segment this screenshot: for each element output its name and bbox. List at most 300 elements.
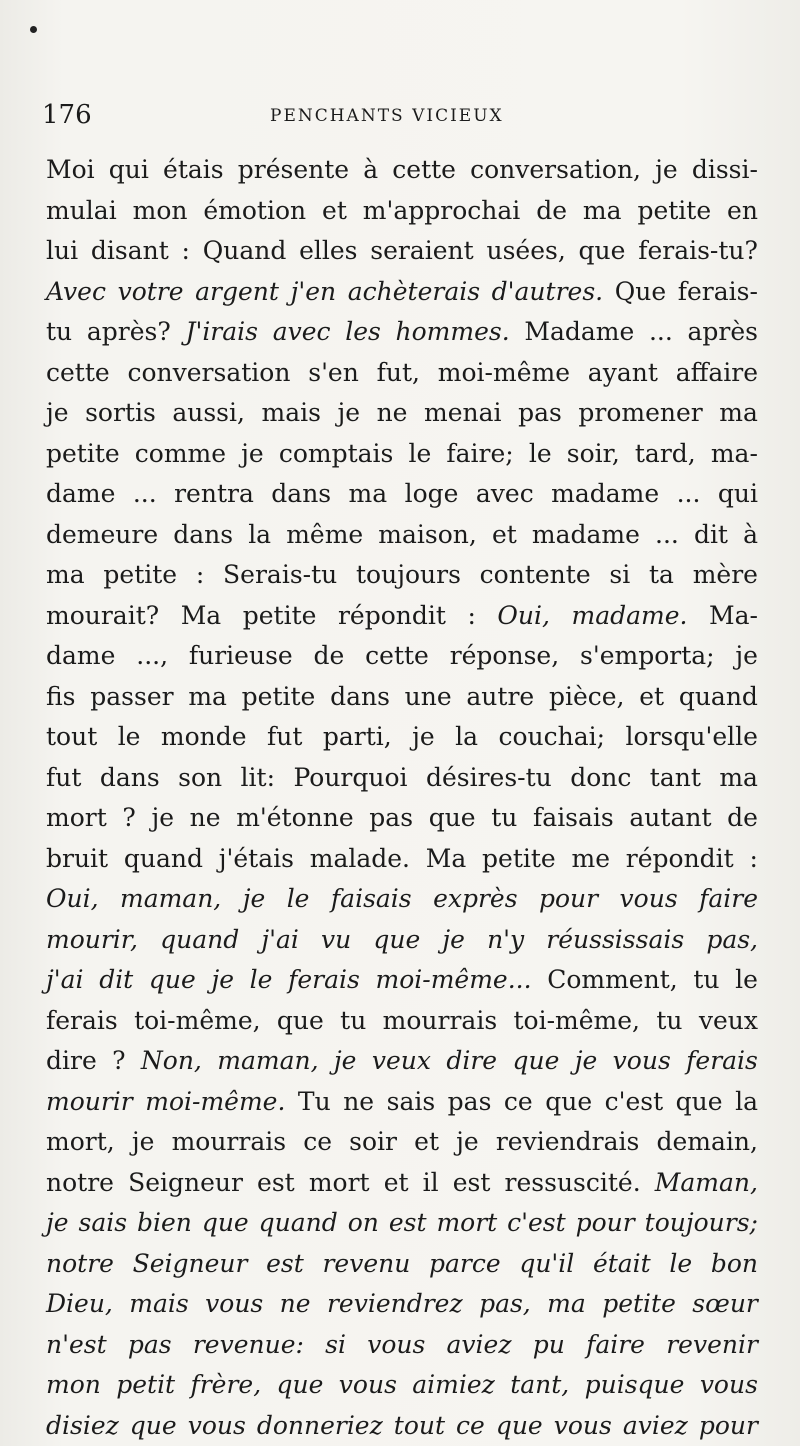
word: petite [241,681,316,711]
word: que [129,1410,177,1440]
word: mort, [46,1127,115,1156]
word: vous [619,884,678,913]
word: comme [134,438,227,468]
word: c'est [507,1208,566,1237]
text-line [46,1001,758,1042]
word: vous [187,1410,246,1440]
word: vu [321,924,352,954]
text-line [46,960,758,1001]
word: revenu [322,1248,411,1278]
word: pour [698,1410,758,1440]
word: conversation, [470,155,642,184]
word: vous [553,1410,612,1440]
word: sœur [692,1289,758,1318]
word: quand [258,1208,338,1237]
word: passer [90,681,174,711]
word: est [257,1167,295,1197]
word: demeure [46,519,159,549]
word: achèterais [347,276,481,306]
word: maman, [119,884,222,913]
word: de [727,803,758,832]
word: je [735,641,758,670]
text-line [46,677,758,718]
word: désires-tu [425,762,552,792]
word: ..., [136,641,169,670]
word: faisais [330,884,412,913]
word: votre [117,276,184,306]
word: le [249,965,273,994]
word: les [345,317,381,346]
word: aussi, [172,398,245,427]
word: une [404,681,452,711]
word: donneriez [256,1410,383,1440]
word: le [117,722,141,751]
text-line [46,555,758,596]
word: ne [279,1289,311,1318]
word: lui [46,236,79,265]
word: dit [693,519,728,549]
word: et [639,681,665,711]
word: Pourquoi [293,762,408,792]
word: vous [699,1370,758,1399]
word: reviendrez [326,1289,463,1318]
word: je [151,803,174,832]
word: qu'il [519,1248,575,1278]
word: dans [173,519,234,549]
word: Dieu, [46,1289,113,1318]
word: mais [129,1289,189,1318]
word: argent [195,276,279,306]
text-line [46,1163,758,1204]
word: moi-même. [145,1086,286,1116]
word: ne [189,803,221,832]
word: mort [436,1208,498,1237]
word: sais [78,1208,128,1237]
word: pas [127,1329,172,1359]
word: que [276,1370,324,1399]
word: pour [575,1208,635,1237]
word: dissi- [691,155,758,184]
word: Oui, [46,884,99,913]
word: c'est [604,1086,664,1116]
text-line [46,1122,758,1163]
word: disant [90,236,169,265]
word: donc [570,762,632,792]
word: maman, [217,1046,319,1075]
word: petite [637,195,712,225]
word: mort [46,803,107,832]
word: ne [376,398,408,427]
word: ce [503,1086,533,1116]
word: revenue: [192,1329,304,1359]
text-line [46,515,758,556]
word: j'ai [46,965,84,994]
word: avec [475,479,534,508]
word: le [735,965,758,994]
text-line [46,150,758,191]
word: tard, [634,438,696,468]
word: autre [466,681,535,711]
text-line [46,1406,758,1446]
word: ferais [686,1046,758,1075]
text-line [46,717,758,758]
word: pas [369,803,414,832]
word: je [412,722,435,751]
word: quand [160,924,240,954]
word: pour [539,884,599,913]
word: à [743,519,758,549]
word: si [609,560,631,589]
text-line [46,231,758,272]
word: je [241,438,264,468]
word: moi-même... [375,965,532,994]
text-line [46,879,758,920]
page-header [42,100,742,136]
word: rentra [174,479,254,508]
word: faire [586,1329,645,1359]
word: parti, [322,722,392,751]
word: hommes. [395,317,510,346]
word: après [687,317,758,346]
word: s'en [308,357,359,387]
word: dire [446,1046,498,1075]
word: cette [365,641,429,670]
word: fut, [376,357,420,387]
word: revenir [666,1329,758,1359]
word: tu [46,317,73,346]
word: usées, [486,236,566,265]
word: qui [108,155,149,184]
word: petite [482,843,556,873]
word: vous [205,1289,264,1318]
word: fut [46,762,82,792]
word: et [414,1127,439,1156]
word: me [571,843,611,873]
word: bien [136,1208,192,1237]
word: parce [429,1248,501,1278]
word: petite [602,1289,676,1318]
word: ma [547,1289,586,1318]
word: j'en [290,276,337,306]
word: ferais [288,965,360,994]
word: on [347,1208,379,1237]
word: soir, [566,438,620,468]
word: était [592,1248,651,1278]
word: Non, [140,1046,202,1075]
text-line [46,1082,758,1123]
word: tu [693,965,720,994]
word: le [528,438,552,468]
word: que [201,1208,249,1237]
word: aviez [622,1410,688,1440]
word: tant, [510,1370,570,1399]
word: tout [46,722,98,751]
text-line [46,1203,758,1244]
word: faisais [533,803,614,832]
word: ... [648,317,673,346]
word: frère, [190,1370,262,1399]
word: tout [393,1410,446,1440]
word: reviendrais [495,1127,640,1156]
word: disiez [46,1410,119,1440]
word: notre [46,1248,114,1278]
word: vous [338,1370,397,1399]
word: aimiez [412,1370,495,1399]
word: moi-même [437,357,570,387]
word: que [373,924,421,954]
word: je [655,155,678,184]
word: mais [261,398,321,427]
word: toujours; [644,1208,758,1237]
word: autant [629,803,712,832]
body-text [46,150,758,1446]
text-line [46,839,758,880]
word: que [578,236,626,265]
word: même [286,519,364,549]
text-line [46,798,758,839]
word: seraient [370,236,474,265]
word: je [442,924,465,954]
word: : [195,560,205,589]
word: Maman, [654,1167,758,1197]
word: dame [46,641,116,670]
word: répondit [625,843,734,873]
word: : [749,843,758,873]
text-line [46,758,758,799]
word: je [46,1208,69,1237]
word: malade. [309,843,410,873]
word: pas [518,398,562,427]
word: ferais-tu? [638,236,758,265]
word: s'emporta; [580,641,715,670]
word: ... [132,479,157,508]
word: à [363,155,379,184]
word: Moi [46,155,95,184]
text-line [46,393,758,434]
word: : [181,236,190,265]
word: sortis [85,398,156,427]
word: veux [698,1005,758,1035]
word: Ma- [709,600,758,630]
word: j'ai [261,924,299,954]
word: mère [692,560,758,589]
word: le [286,884,310,913]
word: d'autres. [491,276,604,306]
word: menai [424,398,502,427]
word: il [422,1167,439,1197]
word: que [675,1086,723,1116]
word: ne [343,1086,375,1116]
text-line [46,636,758,677]
word: la [735,1086,758,1116]
word: mourir, [46,924,138,954]
word: le [408,438,432,468]
word: toi-même, [513,1005,641,1035]
word: vous [367,1329,426,1359]
word: n'y [487,924,525,954]
word: et [383,1167,409,1197]
word: monde [160,722,247,751]
word: Ma [425,843,467,873]
text-line [46,1284,758,1325]
word: lit: [240,762,276,792]
word: madame. [571,600,688,630]
word: cette [46,357,110,387]
word: dans [99,762,160,792]
page-number: 176 [42,100,92,130]
text-line [46,596,758,637]
word: petite [103,560,178,589]
word: je [242,884,266,913]
word: puisque [584,1370,685,1399]
word: je [211,965,234,994]
word: affaire [675,357,758,387]
word: de [313,641,345,670]
ink-speck [30,26,37,33]
word: ayant [587,357,658,387]
word: faire [699,884,758,913]
word: que [495,1410,543,1440]
word: Ma [180,600,222,630]
word: sais [386,1086,436,1116]
running-title: PENCHANTS VICIEUX [270,106,504,126]
word: fis [46,681,76,711]
word: que [148,965,196,994]
word: pas, [706,924,758,954]
word: petite [242,600,317,630]
word: ce [456,1410,485,1440]
word: dit [99,965,134,994]
word: quand [123,843,203,873]
word: conversation [127,357,291,387]
word: : [467,600,476,630]
word: présente [237,155,350,184]
word: faire; [446,438,514,468]
word: je [333,1046,357,1075]
word: pu [532,1329,565,1359]
word: Oui, [497,600,550,630]
word: Quand [202,236,287,265]
word: ma [188,681,227,711]
word: veux [371,1046,431,1075]
word: furieuse [188,641,293,670]
word: ta [648,560,674,589]
word: demain, [656,1127,758,1156]
text-line [46,1244,758,1285]
word: aviez [446,1329,512,1359]
word: dame [46,479,116,508]
text-line [46,1041,758,1082]
word: tu [491,803,518,832]
word: si [325,1329,346,1359]
word: tu [656,1005,683,1035]
word: madame [531,519,640,549]
word: exprès [433,884,518,913]
word: comptais [278,438,394,468]
word: ... [655,519,679,549]
word: est [266,1248,304,1278]
word: maison, [378,519,477,549]
word: ferais- [677,276,758,306]
word: dire [46,1046,97,1075]
word: que [545,1086,593,1116]
word: ferais [46,1005,118,1035]
word: ma [719,762,758,792]
word: Que [614,276,667,306]
word: ce [303,1127,333,1156]
word: m'approchai [362,195,521,225]
word: n'est [46,1329,107,1359]
word: promener [578,398,703,427]
word: je [131,1127,155,1156]
word: la [455,722,479,751]
word: réponse, [449,641,560,670]
word: toujours [356,560,461,589]
word: je [46,398,69,427]
word: que [276,1005,324,1035]
word: notre [46,1167,114,1197]
word: mourrais [171,1127,287,1156]
word: ... [676,479,701,508]
word: tu [340,1005,367,1035]
word: lorsqu'elle [625,722,758,751]
text-line [46,272,758,313]
word: Tu [297,1086,331,1116]
word: mourrais [382,1005,498,1035]
word: j'étais [218,843,294,873]
word: mon [132,195,188,225]
text-line [46,191,758,232]
word: ma [348,479,388,508]
word: toi-même, [134,1005,261,1035]
text-line [46,1325,758,1366]
word: répondit [337,600,446,630]
word: le [669,1248,693,1278]
text-line [46,1365,758,1406]
word: que [512,1046,560,1075]
word: après? [86,317,171,346]
word: Avec [46,276,106,306]
text-line [46,312,758,353]
text-line [46,920,758,961]
word: bruit [46,843,109,873]
word: vous [612,1046,671,1075]
word: je [337,398,361,427]
word: en [727,195,758,225]
word: je [456,1127,479,1156]
word: Seigneur [132,1248,248,1278]
word: tant [649,762,701,792]
word: Seigneur [128,1167,243,1197]
word: étais [163,155,224,184]
word: ? [122,803,136,832]
word: ressuscité. [504,1167,641,1197]
word: Serais-tu [223,560,338,589]
word: de [536,195,567,225]
word: réussissais [546,924,685,954]
word: mulai [46,195,117,225]
word: madame [551,479,660,508]
word: est [452,1167,491,1197]
word: je [574,1046,598,1075]
word: qui [717,479,758,508]
text-line [46,353,758,394]
word: cette [392,155,456,184]
word: m'étonne [236,803,354,832]
word: pièce, [548,681,625,711]
word: pas, [479,1289,531,1318]
word: couchai; [498,722,606,751]
